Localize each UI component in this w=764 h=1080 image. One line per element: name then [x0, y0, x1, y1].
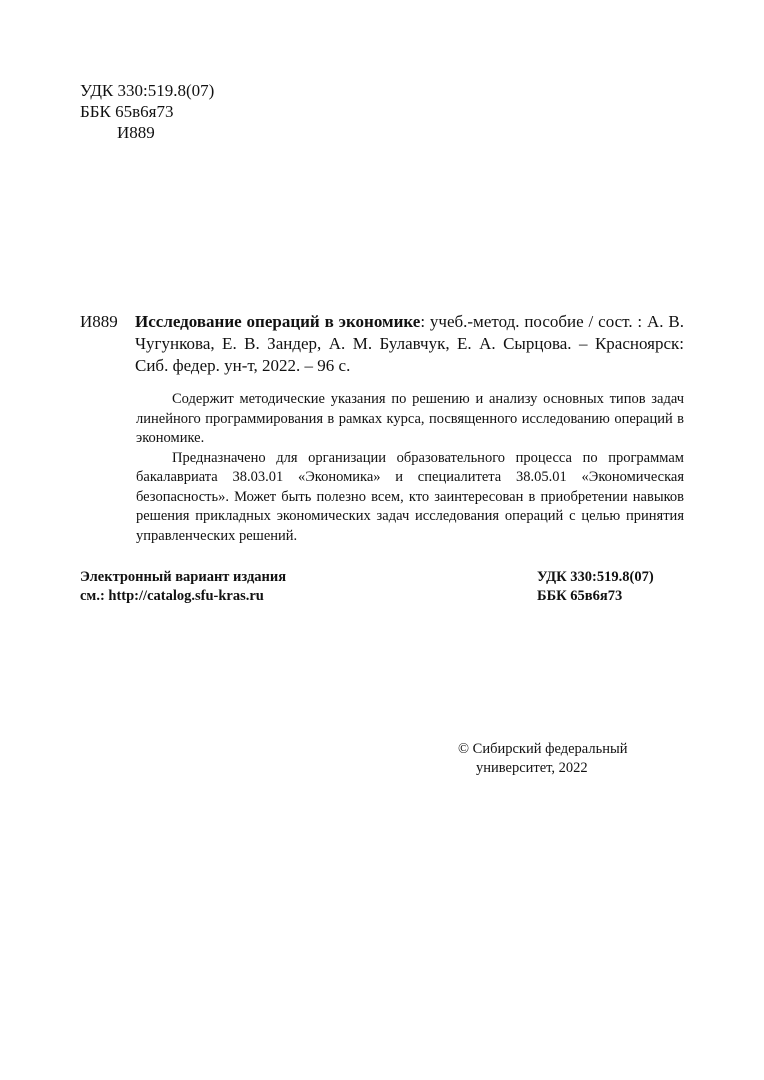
udk-code-bottom: УДК 330:519.8(07) [537, 569, 654, 585]
electronic-edition-note [80, 568, 286, 606]
author-mark: И889 [117, 123, 155, 142]
book-title: Исследование операций в экономике [135, 312, 421, 331]
copyright-line-1: © Сибирский федеральный [458, 741, 628, 757]
bbk-code: ББК 65в6я73 [80, 102, 174, 121]
classification-codes-bottom [537, 568, 654, 606]
abstract-paragraph-2: Предназначено для организации образовательного процесса по программам бакалавриата 38.03.01 «Экономика» и специалитета 38.05.01 «Экономическая безопасность». Может быть полезно всем, кто заинтересован в приобретении навыков решения прикладных экономических задач исследования операций с целью принятия управленческих решений. [136, 449, 684, 544]
bibliographic-record [80, 311, 684, 377]
electronic-edition-link: см.: http://catalog.sfu-kras.ru [80, 588, 264, 604]
abstract-paragraph-1: Содержит методические указания по решению и анализу основных типов задач линейного программирования в рамках курса, посвященного исследованию операций в экономике. [136, 391, 684, 446]
record-code: И889 [80, 312, 118, 331]
udk-code: УДК 330:519.8(07) [80, 81, 215, 100]
electronic-edition-line-1: Электронный вариант издания [80, 569, 287, 585]
abstract [136, 390, 684, 546]
bbk-code-bottom: ББК 65в6я73 [537, 588, 623, 604]
copyright-line-2: университет, 2022 [476, 760, 588, 776]
record-text [135, 311, 684, 377]
book-description: : учеб.-метод. пособие / сост. : А. В. Чугункова, Е. В. Зандер, А. М. Булавчук, Е. А. Сырцова. – Красноярск: Сиб. федер. ун-т, 2022. – 96 с. [135, 312, 684, 375]
classification-codes-top [80, 80, 214, 143]
copyright-notice [458, 740, 627, 778]
